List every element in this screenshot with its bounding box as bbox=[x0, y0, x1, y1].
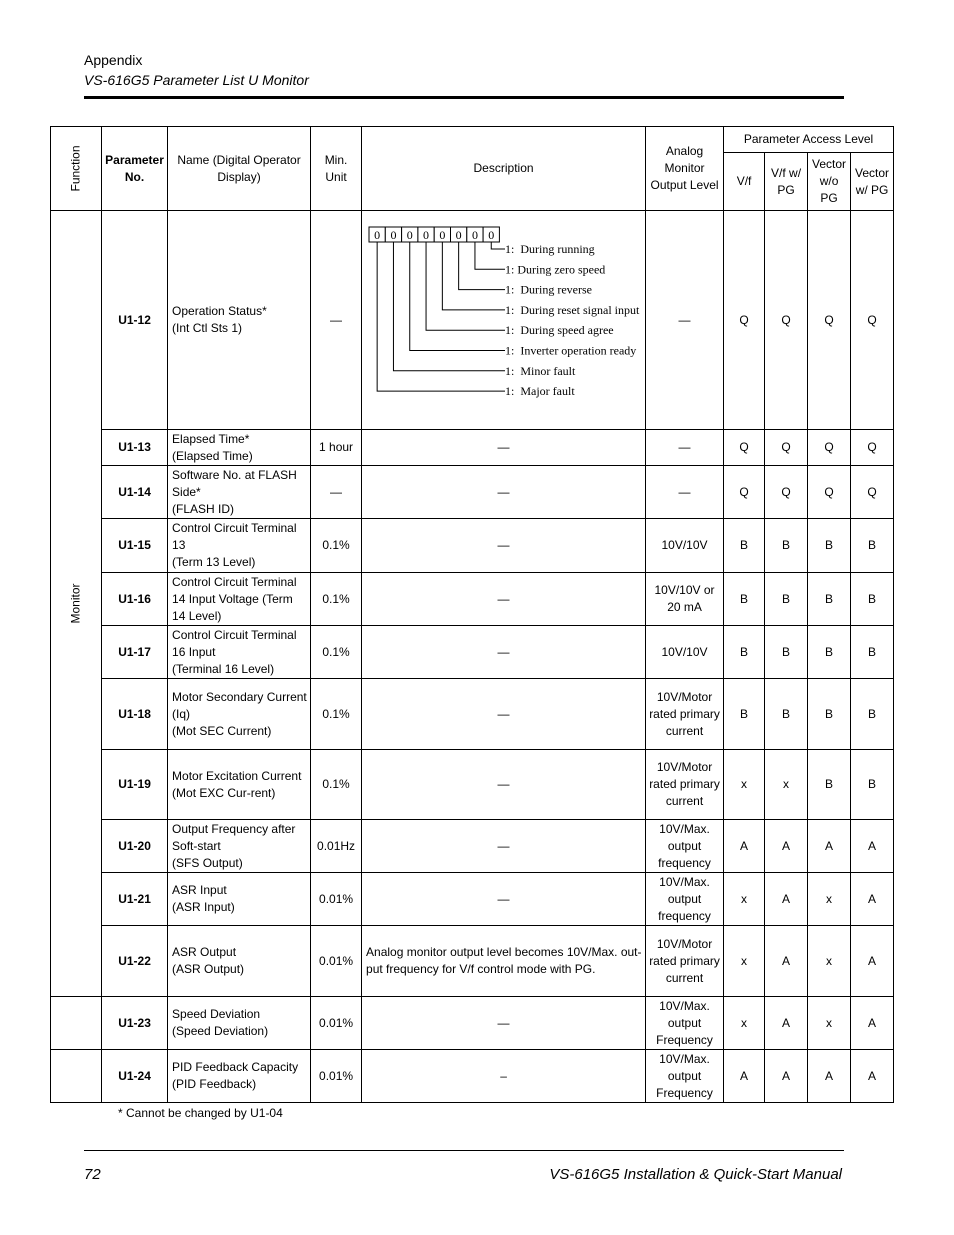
col-name-header: Name (Digital Operator Display) bbox=[168, 127, 311, 211]
description-cell: — bbox=[362, 430, 646, 466]
analog-output-cell: 10V/Max. output frequency bbox=[646, 820, 724, 873]
access-vector-pg-cell: B bbox=[851, 750, 894, 820]
min-unit-cell: 0.1% bbox=[311, 679, 362, 750]
min-unit-cell: 0.1% bbox=[311, 626, 362, 679]
bit-label: 1: During zero speed bbox=[505, 261, 606, 276]
bit-value: 0 bbox=[374, 227, 381, 242]
col-access-level-header: Parameter Access Level bbox=[724, 127, 894, 153]
param-no-cell: U1-22 bbox=[102, 926, 168, 997]
bit-diagram bbox=[364, 223, 643, 413]
function-group-cell bbox=[51, 211, 102, 997]
access-vf-pg-cell: Q bbox=[765, 211, 808, 430]
col-min-unit-header: Min. Unit bbox=[311, 127, 362, 211]
description-cell: — bbox=[362, 873, 646, 926]
bit-value: 0 bbox=[390, 227, 397, 242]
access-vf-pg-cell: B bbox=[765, 679, 808, 750]
access-vector-pg-cell: A bbox=[851, 873, 894, 926]
table-row bbox=[51, 926, 894, 997]
col-function-header: Function bbox=[51, 127, 102, 211]
analog-output-cell: 10V/Motor rated primary current bbox=[646, 679, 724, 750]
param-no-cell: U1-18 bbox=[102, 679, 168, 750]
bit-value: 0 bbox=[406, 227, 413, 242]
param-name-cell: Motor Excitation Current (Mot EXC Cur-rent) bbox=[168, 750, 311, 820]
access-vector-wo-pg-cell: x bbox=[808, 926, 851, 997]
access-vector-pg-cell: Q bbox=[851, 466, 894, 519]
description-cell: — bbox=[362, 820, 646, 873]
param-name-cell: Control Circuit Terminal 14 Input Voltage (Term 14 Level) bbox=[168, 573, 311, 626]
access-vf-pg-cell: Q bbox=[765, 466, 808, 519]
table-row bbox=[51, 997, 894, 1050]
bit-leader-line bbox=[426, 242, 505, 330]
table-row bbox=[51, 466, 894, 519]
table-row bbox=[51, 1050, 894, 1103]
description-cell: — bbox=[362, 519, 646, 573]
access-vf-cell: B bbox=[724, 573, 765, 626]
access-vector-pg-cell: Q bbox=[851, 211, 894, 430]
access-vector-wo-pg-cell: B bbox=[808, 626, 851, 679]
param-no-cell: U1-19 bbox=[102, 750, 168, 820]
access-vector-wo-pg-cell: B bbox=[808, 750, 851, 820]
access-vf-cell: x bbox=[724, 873, 765, 926]
table-row bbox=[51, 820, 894, 873]
param-no-cell: U1-13 bbox=[102, 430, 168, 466]
access-vector-pg-cell: B bbox=[851, 626, 894, 679]
access-vf-cell: B bbox=[724, 626, 765, 679]
access-vf-cell: A bbox=[724, 1050, 765, 1103]
col-description-header: Description bbox=[362, 127, 646, 211]
access-vf-pg-cell: B bbox=[765, 573, 808, 626]
bit-leader-line bbox=[475, 242, 505, 269]
description-cell: — bbox=[362, 679, 646, 750]
access-vector-pg-cell: B bbox=[851, 679, 894, 750]
access-vector-pg-cell: B bbox=[851, 519, 894, 573]
manual-title: VS-616G5 Installation & Quick-Start Manual bbox=[549, 1166, 842, 1183]
table-row bbox=[51, 750, 894, 820]
param-name-cell: PID Feedback Capacity (PID Feedback) bbox=[168, 1050, 311, 1103]
bit-diagram-cell bbox=[362, 211, 646, 430]
param-name-cell: Control Circuit Terminal 13 (Term 13 Level) bbox=[168, 519, 311, 573]
analog-output-cell: 10V/10V bbox=[646, 519, 724, 573]
min-unit-cell: 0.01% bbox=[311, 873, 362, 926]
description-cell: – bbox=[362, 1050, 646, 1103]
min-unit-cell: 0.1% bbox=[311, 750, 362, 820]
col-vf-pg-header: V/f w/ PG bbox=[765, 153, 808, 211]
param-name-cell: Output Frequency after Soft-start (SFS Output) bbox=[168, 820, 311, 873]
analog-output-cell: 10V/Max. output Frequency bbox=[646, 997, 724, 1050]
access-vf-cell: Q bbox=[724, 466, 765, 519]
bit-label: 1: During reset signal input bbox=[505, 302, 640, 317]
header-subtitle: VS-616G5 Parameter List U Monitor bbox=[84, 72, 309, 88]
min-unit-cell: — bbox=[311, 211, 362, 430]
table-row bbox=[51, 573, 894, 626]
analog-output-cell: 10V/Motor rated primary current bbox=[646, 750, 724, 820]
access-vf-cell: x bbox=[724, 997, 765, 1050]
param-no-cell: U1-16 bbox=[102, 573, 168, 626]
min-unit-cell: 0.01% bbox=[311, 926, 362, 997]
table-row bbox=[51, 873, 894, 926]
param-no-cell: U1-20 bbox=[102, 820, 168, 873]
analog-output-cell: 10V/Max. output frequency bbox=[646, 873, 724, 926]
access-vector-wo-pg-cell: Q bbox=[808, 211, 851, 430]
bit-value: 0 bbox=[488, 227, 495, 242]
access-vf-pg-cell: B bbox=[765, 626, 808, 679]
access-vf-pg-cell: A bbox=[765, 873, 808, 926]
table-row bbox=[51, 430, 894, 466]
access-vector-pg-cell: A bbox=[851, 1050, 894, 1103]
bit-leader-line bbox=[442, 242, 505, 310]
page-number: 72 bbox=[84, 1166, 101, 1183]
access-vf-pg-cell: A bbox=[765, 926, 808, 997]
bit-label: 1: During speed agree bbox=[505, 322, 614, 337]
bit-value: 0 bbox=[455, 227, 462, 242]
access-vector-pg-cell: Q bbox=[851, 430, 894, 466]
access-vf-pg-cell: B bbox=[765, 519, 808, 573]
bit-leader-line bbox=[410, 242, 505, 351]
access-vector-pg-cell: A bbox=[851, 820, 894, 873]
access-vector-wo-pg-cell: A bbox=[808, 1050, 851, 1103]
col-vector-wo-pg-header: Vector w/o PG bbox=[808, 153, 851, 211]
access-vector-wo-pg-cell: x bbox=[808, 873, 851, 926]
function-cell-empty bbox=[51, 997, 102, 1050]
table-row bbox=[51, 679, 894, 750]
param-name-cell: Operation Status* (Int Ctl Sts 1) bbox=[168, 211, 311, 430]
access-vector-wo-pg-cell: A bbox=[808, 820, 851, 873]
bit-label: 1: Minor fault bbox=[505, 363, 576, 378]
access-vf-pg-cell: Q bbox=[765, 430, 808, 466]
min-unit-cell: 0.01Hz bbox=[311, 820, 362, 873]
access-vf-pg-cell: A bbox=[765, 1050, 808, 1103]
access-vf-cell: Q bbox=[724, 430, 765, 466]
access-vector-pg-cell: A bbox=[851, 997, 894, 1050]
bit-label: 1: During reverse bbox=[505, 282, 593, 297]
param-name-cell: Speed Deviation (Speed Deviation) bbox=[168, 997, 311, 1050]
description-cell: — bbox=[362, 750, 646, 820]
param-name-cell: Control Circuit Terminal 16 Input (Terminal 16 Level) bbox=[168, 626, 311, 679]
analog-output-cell: 10V/10V or 20 mA bbox=[646, 573, 724, 626]
param-name-cell: ASR Input (ASR Input) bbox=[168, 873, 311, 926]
min-unit-cell: — bbox=[311, 466, 362, 519]
col-analog-header: Analog Monitor Output Level bbox=[646, 127, 724, 211]
header-rule bbox=[84, 96, 844, 99]
description-cell: — bbox=[362, 466, 646, 519]
access-vf-pg-cell: A bbox=[765, 997, 808, 1050]
analog-output-cell: — bbox=[646, 466, 724, 519]
param-name-cell: Motor Secondary Current (Iq) (Mot SEC Current) bbox=[168, 679, 311, 750]
description-cell: Analog monitor output level becomes 10V/Max. out-put frequency for V/f control mode with PG. bbox=[362, 926, 646, 997]
header-section: Appendix bbox=[84, 52, 143, 68]
min-unit-cell: 0.1% bbox=[311, 519, 362, 573]
bit-value: 0 bbox=[471, 227, 478, 242]
access-vector-wo-pg-cell: Q bbox=[808, 466, 851, 519]
bit-label: 1: Major fault bbox=[505, 383, 575, 398]
param-no-cell: U1-14 bbox=[102, 466, 168, 519]
access-vf-pg-cell: A bbox=[765, 820, 808, 873]
param-no-cell: U1-21 bbox=[102, 873, 168, 926]
col-vector-pg-header: Vector w/ PG bbox=[851, 153, 894, 211]
param-no-cell: U1-15 bbox=[102, 519, 168, 573]
param-name-cell: Elapsed Time* (Elapsed Time) bbox=[168, 430, 311, 466]
function-group-label: Monitor bbox=[68, 583, 83, 624]
access-vf-cell: Q bbox=[724, 211, 765, 430]
access-vector-wo-pg-cell: B bbox=[808, 519, 851, 573]
analog-output-cell: — bbox=[646, 430, 724, 466]
access-vf-cell: x bbox=[724, 926, 765, 997]
access-vector-wo-pg-cell: x bbox=[808, 997, 851, 1050]
analog-output-cell: 10V/Max. output Frequency bbox=[646, 1050, 724, 1103]
access-vf-cell: B bbox=[724, 519, 765, 573]
access-vector-pg-cell: B bbox=[851, 573, 894, 626]
access-vector-wo-pg-cell: B bbox=[808, 679, 851, 750]
table-row bbox=[51, 211, 894, 430]
bit-label: 1: Inverter operation ready bbox=[505, 343, 637, 357]
min-unit-cell: 1 hour bbox=[311, 430, 362, 466]
footer-rule bbox=[84, 1150, 844, 1151]
bit-label: 1: During running bbox=[505, 241, 595, 256]
analog-output-cell: 10V/10V bbox=[646, 626, 724, 679]
bit-leader-line bbox=[377, 242, 505, 391]
access-vf-cell: x bbox=[724, 750, 765, 820]
param-no-cell: U1-24 bbox=[102, 1050, 168, 1103]
access-vf-cell: A bbox=[724, 820, 765, 873]
access-vector-wo-pg-cell: Q bbox=[808, 430, 851, 466]
param-name-cell: Software No. at FLASH Side* (FLASH ID) bbox=[168, 466, 311, 519]
access-vector-wo-pg-cell: B bbox=[808, 573, 851, 626]
access-vf-pg-cell: x bbox=[765, 750, 808, 820]
bit-value: 0 bbox=[423, 227, 430, 242]
table-row bbox=[51, 626, 894, 679]
bit-value: 0 bbox=[439, 227, 446, 242]
function-cell-empty bbox=[51, 1050, 102, 1103]
param-no-cell: U1-17 bbox=[102, 626, 168, 679]
parameter-table bbox=[50, 126, 894, 1103]
description-cell: — bbox=[362, 997, 646, 1050]
col-vf-header: V/f bbox=[724, 153, 765, 211]
description-cell: — bbox=[362, 573, 646, 626]
access-vector-pg-cell: A bbox=[851, 926, 894, 997]
min-unit-cell: 0.01% bbox=[311, 997, 362, 1050]
bit-leader-line bbox=[491, 242, 505, 249]
param-no-cell: U1-12 bbox=[102, 211, 168, 430]
analog-output-cell: 10V/Motor rated primary current bbox=[646, 926, 724, 997]
col-param-no-header: Parameter No. bbox=[102, 127, 168, 211]
table-row bbox=[51, 519, 894, 573]
min-unit-cell: 0.1% bbox=[311, 573, 362, 626]
param-no-cell: U1-23 bbox=[102, 997, 168, 1050]
min-unit-cell: 0.01% bbox=[311, 1050, 362, 1103]
param-name-cell: ASR Output (ASR Output) bbox=[168, 926, 311, 997]
footnote: * Cannot be changed by U1-04 bbox=[118, 1106, 283, 1120]
analog-output-cell: — bbox=[646, 211, 724, 430]
access-vf-cell: B bbox=[724, 679, 765, 750]
description-cell: — bbox=[362, 626, 646, 679]
